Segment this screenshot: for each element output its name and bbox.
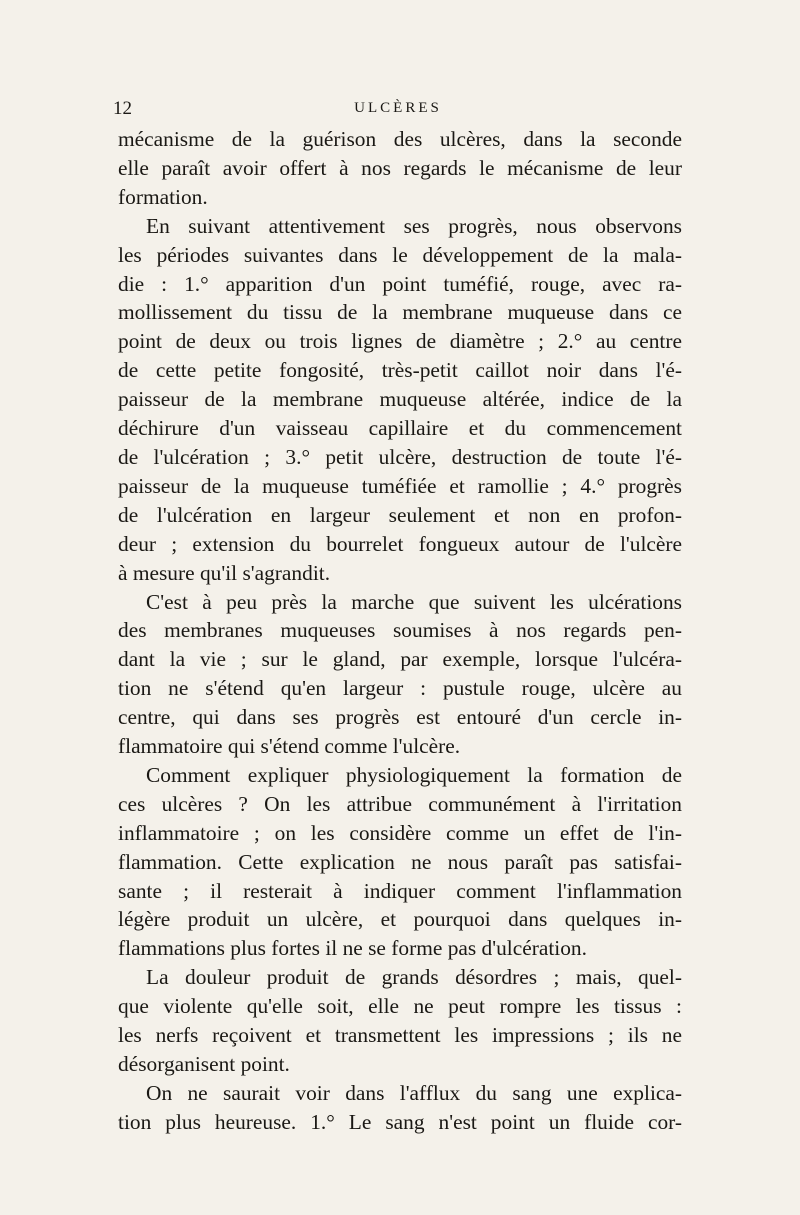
text-line: Comment expliquer physiologiquement la formation de bbox=[146, 762, 682, 787]
text-line: à mesure qu'il s'agrandit. bbox=[118, 560, 331, 585]
text-line: déchirure d'un vaisseau capillaire et du commencement bbox=[118, 416, 682, 441]
text-line: les nerfs reçoivent et transmettent les impressions ; ils ne bbox=[118, 1023, 682, 1048]
text-line: de l'ulcération ; 3.° petit ulcère, destruction de toute l'é- bbox=[118, 444, 682, 469]
text-line: légère produit un ulcère, et pourquoi dans quelques in- bbox=[118, 907, 682, 932]
text-line: elle paraît avoir offert à nos regards le mécanisme de leur bbox=[118, 155, 682, 180]
text-line: flammation. Cette explication ne nous paraît pas satisfai- bbox=[118, 849, 682, 874]
text-line: La douleur produit de grands désordres ; mais, quel- bbox=[146, 965, 682, 990]
text-line: En suivant attentivement ses progrès, nous observons bbox=[146, 213, 682, 238]
text-line: On ne saurait voir dans l'afflux du sang une explica- bbox=[146, 1080, 682, 1105]
text-line: flammations plus fortes il ne se forme pas d'ulcération. bbox=[118, 936, 587, 961]
text-line: flammatoire qui s'étend comme l'ulcère. bbox=[118, 734, 461, 759]
text-line: des membranes muqueuses soumises à nos regards pen- bbox=[118, 618, 682, 643]
text-line: mollissement du tissu de la membrane muqueuse dans ce bbox=[118, 300, 682, 325]
text-line: désorganisent point. bbox=[118, 1052, 290, 1076]
running-title: ULCÈRES bbox=[354, 100, 442, 116]
text-line: de l'ulcération en largeur seulement et non en profon- bbox=[118, 502, 682, 527]
text-line: inflammatoire ; on les considère comme un effet de l'in- bbox=[118, 820, 682, 845]
text-line: que violente qu'elle soit, elle ne peut rompre les tissus : bbox=[118, 994, 682, 1019]
text-line: dant la vie ; sur le gland, par exemple, lorsque l'ulcéra- bbox=[118, 647, 682, 672]
text-line: formation. bbox=[118, 184, 208, 209]
text-line: C'est à peu près la marche que suivent les ulcérations bbox=[146, 589, 682, 614]
text-line: paisseur de la membrane muqueuse altérée, indice de la bbox=[118, 387, 682, 412]
text-line: centre, qui dans ses progrès est entouré d'un cercle in- bbox=[118, 705, 682, 730]
text-line: sante ; il resterait à indiquer comment l'inflammation bbox=[118, 878, 682, 903]
running-head bbox=[113, 98, 683, 122]
text-line: paisseur de la muqueuse tuméfiée et ramollie ; 4.° progrès bbox=[118, 473, 682, 498]
page-number: 12 bbox=[113, 98, 132, 119]
text-line: deur ; extension du bourrelet fongueux autour de l'ulcère bbox=[118, 531, 682, 556]
text-line: de cette petite fongosité, très-petit caillot noir dans l'é- bbox=[118, 358, 682, 383]
text-line: point de deux ou trois lignes de diamètre ; 2.° au centre bbox=[118, 329, 682, 354]
body-text bbox=[118, 125, 682, 1137]
text-line: tion ne s'étend qu'en largeur : pustule rouge, ulcère au bbox=[118, 676, 682, 701]
text-line: die : 1.° apparition d'un point tuméfié, rouge, avec ra- bbox=[118, 271, 682, 296]
text-line: mécanisme de la guérison des ulcères, dans la seconde bbox=[118, 127, 682, 151]
text-line: tion plus heureuse. 1.° Le sang n'est point un fluide cor- bbox=[118, 1109, 682, 1134]
text-line: ces ulcères ? On les attribue communément à l'irritation bbox=[118, 791, 682, 816]
text-line: les périodes suivantes dans le développement de la mala- bbox=[118, 242, 682, 267]
